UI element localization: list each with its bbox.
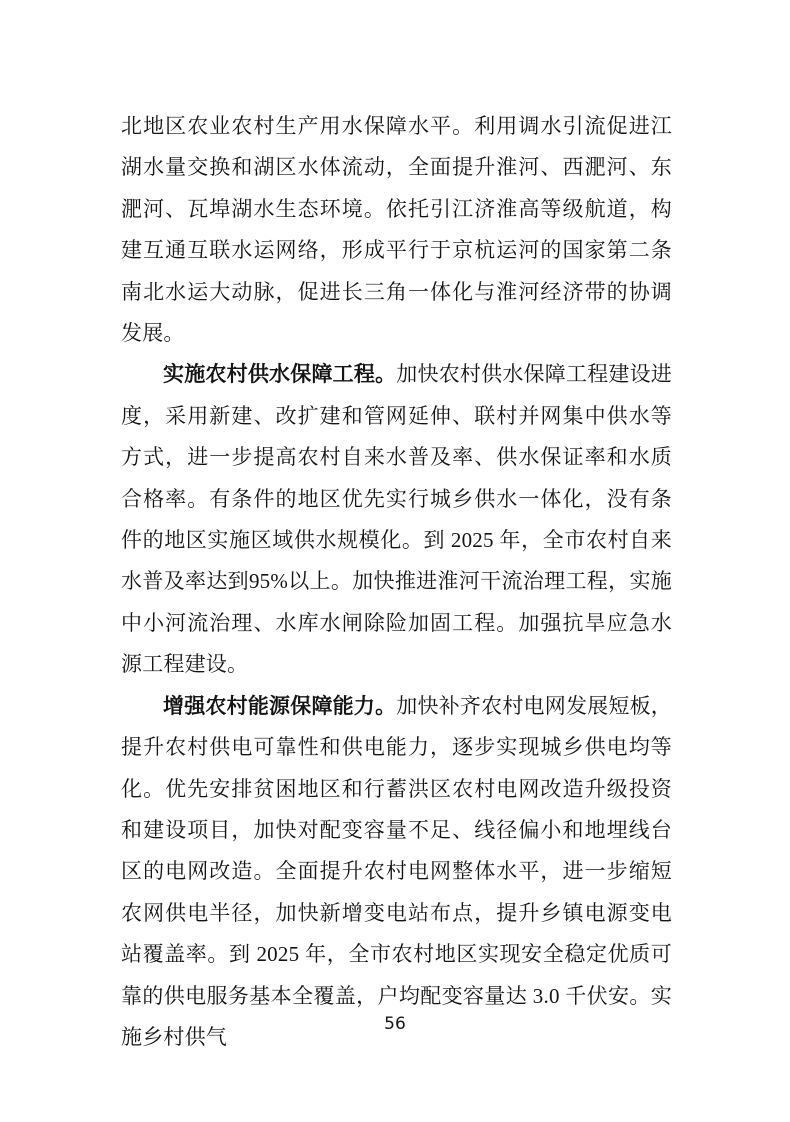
paragraph-text: 加快农村供水保障工程建设进度，采用新建、改扩建和管网延伸、联村并网集中供水等方式，进一步提高农村自来水普及率、供水保证率和水质合格率。有条件的地区优先实行城乡供水一体化，没有条件的地区实施区域供水规模化。到 2025 年，全市农村自来水普及率达到95%以上。加快推进淮河干流治理工程，实施中小河流治理、水库水闸除险加固工程。加强抗旱应急水源工程建设。	[121, 362, 672, 677]
paragraph	[121, 354, 672, 685]
paragraph	[121, 106, 672, 354]
paragraph	[121, 686, 672, 1059]
paragraph-text: 北地区农业农村生产用水保障水平。利用调水引流促进江湖水量交换和湖区水体流动，全面提升淮河、西淝河、东淝河、瓦埠湖水生态环境。依托引江济淮高等级航道，构建互通互联水运网络，形成平行于京杭运河的国家第二条南北水运大动脉，促进长三角一体化与淮河经济带的协调发展。	[121, 114, 672, 346]
page-number: 56	[384, 1014, 406, 1034]
paragraph-lead: 实施农村供水保障工程。	[163, 362, 397, 387]
document-body	[121, 106, 672, 1058]
paragraph-lead: 增强农村能源保障能力。	[163, 693, 397, 718]
paragraph-text: 加快补齐农村电网发展短板，提升农村供电可靠性和供电能力，逐步实现城乡供电均等化。优先安排贫困地区和行蓄洪区农村电网改造升级投资和建设项目，加快对配变容量不足、线径偏小和地埋线台区的电网改造。全面提升农村电网整体水平，进一步缩短农网供电半径，加快新增变电站布点，提升乡镇电源变电站覆盖率。到 2025 年，全市农村地区实现安全稳定优质可靠的供电服务基本全覆盖，户均配变容量达 3.0 千伏安。实施乡村供气	[121, 693, 672, 1049]
